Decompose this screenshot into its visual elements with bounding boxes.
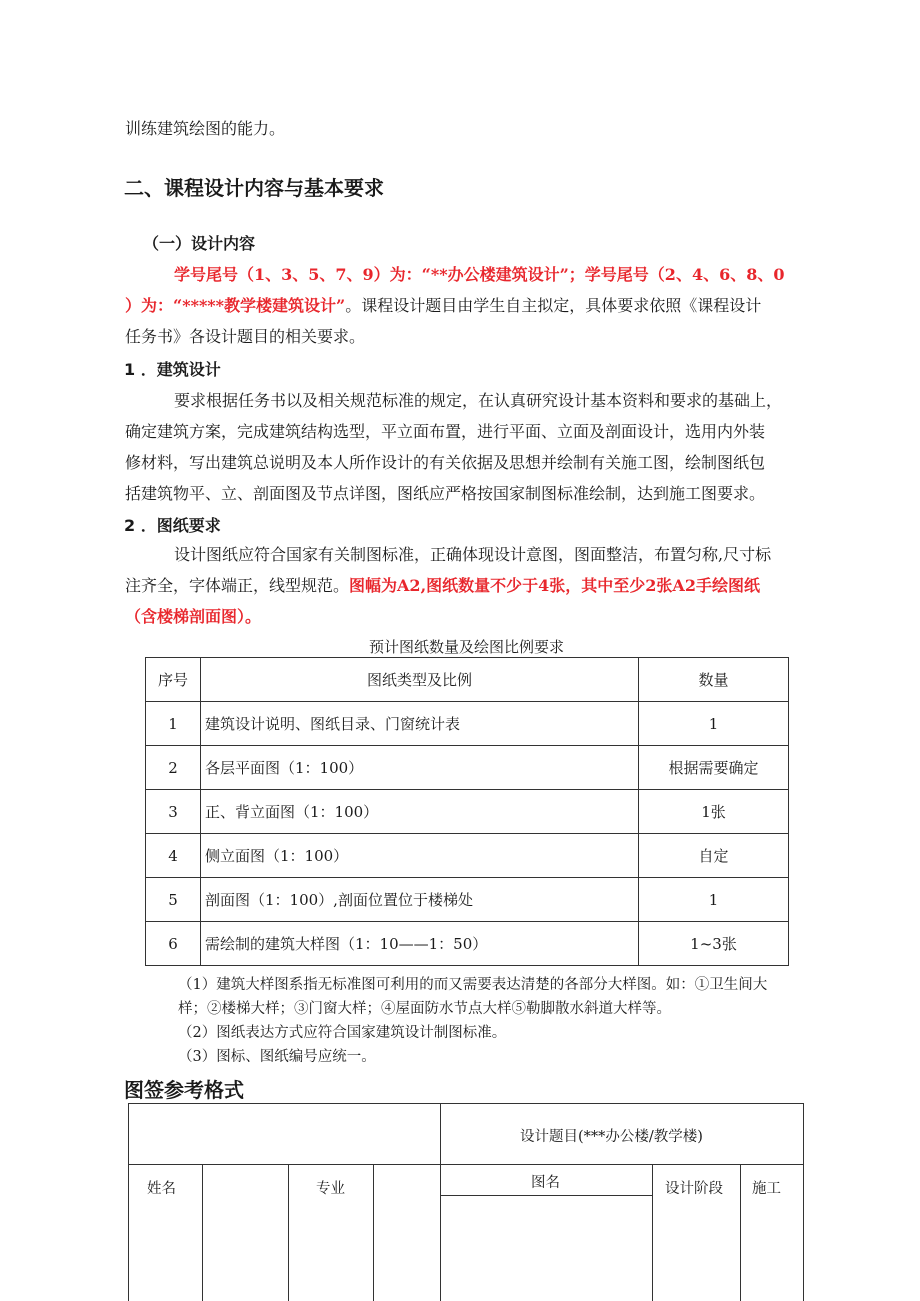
intro-tail-text: 训练建筑绘图的能力。 [125,119,286,138]
subsection-heading: （一）设计内容 [143,234,256,253]
cell-qty: 自定 [639,834,789,878]
cell-no: 5 [146,878,201,922]
table-caption: 预计图纸数量及绘图比例要求 [368,638,564,656]
table-header-row [146,658,789,702]
note-3: （3）图标、图纸编号应统一。 [178,1049,376,1065]
cell-type: 侧立面图（1：100） [201,834,639,878]
header-cell-type: 图纸类型及比例 [201,658,639,702]
table-row [146,878,789,922]
table-row [146,702,789,746]
cell-qty: 根据需要确定 [639,746,789,790]
student-number-rule-red: ）为：“*****教学楼建筑设计” [125,296,346,315]
design-topic-label: 设计题目(***办公楼/教学楼) [520,1129,703,1145]
cell-no: 3 [146,790,201,834]
cell-no: 4 [146,834,201,878]
content-line2-rest: 。课程设计题目由学生自主拟定，具体要求依照《课程设计 [345,296,762,315]
item2-line2-red: 图幅为A2,图纸数量不少于4张，其中至少2张A2手绘图纸 [349,576,760,595]
drawing-requirements-table [145,657,789,966]
cell-qty: 1 [639,878,789,922]
construction-label: 施工 [752,1181,781,1197]
cell-type: 需绘制的建筑大样图（1：10——1：50） [201,922,639,966]
name-label: 姓名 [147,1181,176,1197]
cell-type: 建筑设计说明、图纸目录、门窗统计表 [201,702,639,746]
cell-qty: 1 [639,702,789,746]
cell-no: 1 [146,702,201,746]
content-line3: 任务书》各设计题目的相关要求。 [125,327,366,346]
table-row [146,922,789,966]
header-cell-qty: 数量 [639,658,789,702]
note-1-line1: （1）建筑大样图系指无标准图可利用的而又需要表达清楚的各部分大样图。如：①卫生间大 [178,977,768,993]
item2-line1: 设计图纸应符合国家有关制图标准，正确体现设计意图，图面整洁，布置匀称,尺寸标 [174,545,772,564]
cell-qty: 1~3张 [639,922,789,966]
cell-qty: 1张 [639,790,789,834]
table-row [146,834,789,878]
student-number-rule-line1: 学号尾号（1、3、5、7、9）为：“**办公楼建筑设计”；学号尾号（2、4、6、8、0 [174,265,785,284]
note-1-line2: 样；②楼梯大样；③门窗大样；④屋面防水节点大样⑤勒脚散水斜道大样等。 [178,1001,671,1017]
item2-line2 [125,570,760,601]
note-2: （2）图纸表达方式应符合国家建筑设计制图标准。 [178,1025,507,1041]
header-cell-no: 序号 [146,658,201,702]
table-row [146,790,789,834]
table-row [146,746,789,790]
section-heading: 二、课程设计内容与基本要求 [124,176,384,200]
item2-line2-black: 注齐全，字体端正，线型规范。 [125,576,350,595]
student-number-rule-line2 [125,290,761,321]
item2-heading: 2 ．图纸要求 [124,516,221,535]
design-stage-label: 设计阶段 [665,1181,723,1197]
item1-line: 要求根据任务书以及相关规范标准的规定，在认真研究设计基本资料和要求的基础上， [174,391,783,410]
item1-heading: 1 ．建筑设计 [124,360,221,379]
cell-type: 各层平面图（1：100） [201,746,639,790]
cell-type: 剖面图（1：100）,剖面位置位于楼梯处 [201,878,639,922]
signature-heading: 图签参考格式 [124,1078,244,1102]
item1-line: 修材料，写出建筑总说明及本人所作设计的有关依据及思想并绘制有关施工图，绘制图纸包 [125,453,766,472]
drawing-name-label: 图名 [531,1175,560,1191]
cell-no: 6 [146,922,201,966]
item1-line: 括建筑物平、立、剖面图及节点详图，图纸应严格按国家制图标准绘制，达到施工图要求。 [125,484,766,503]
major-label: 专业 [316,1181,345,1197]
item1-line: 确定建筑方案，完成建筑结构选型，平立面布置，进行平面、立面及剖面设计，选用内外装 [125,422,766,441]
cell-no: 2 [146,746,201,790]
item2-line3-red: （含楼梯剖面图）。 [125,607,262,626]
cell-type: 正、背立面图（1：100） [201,790,639,834]
